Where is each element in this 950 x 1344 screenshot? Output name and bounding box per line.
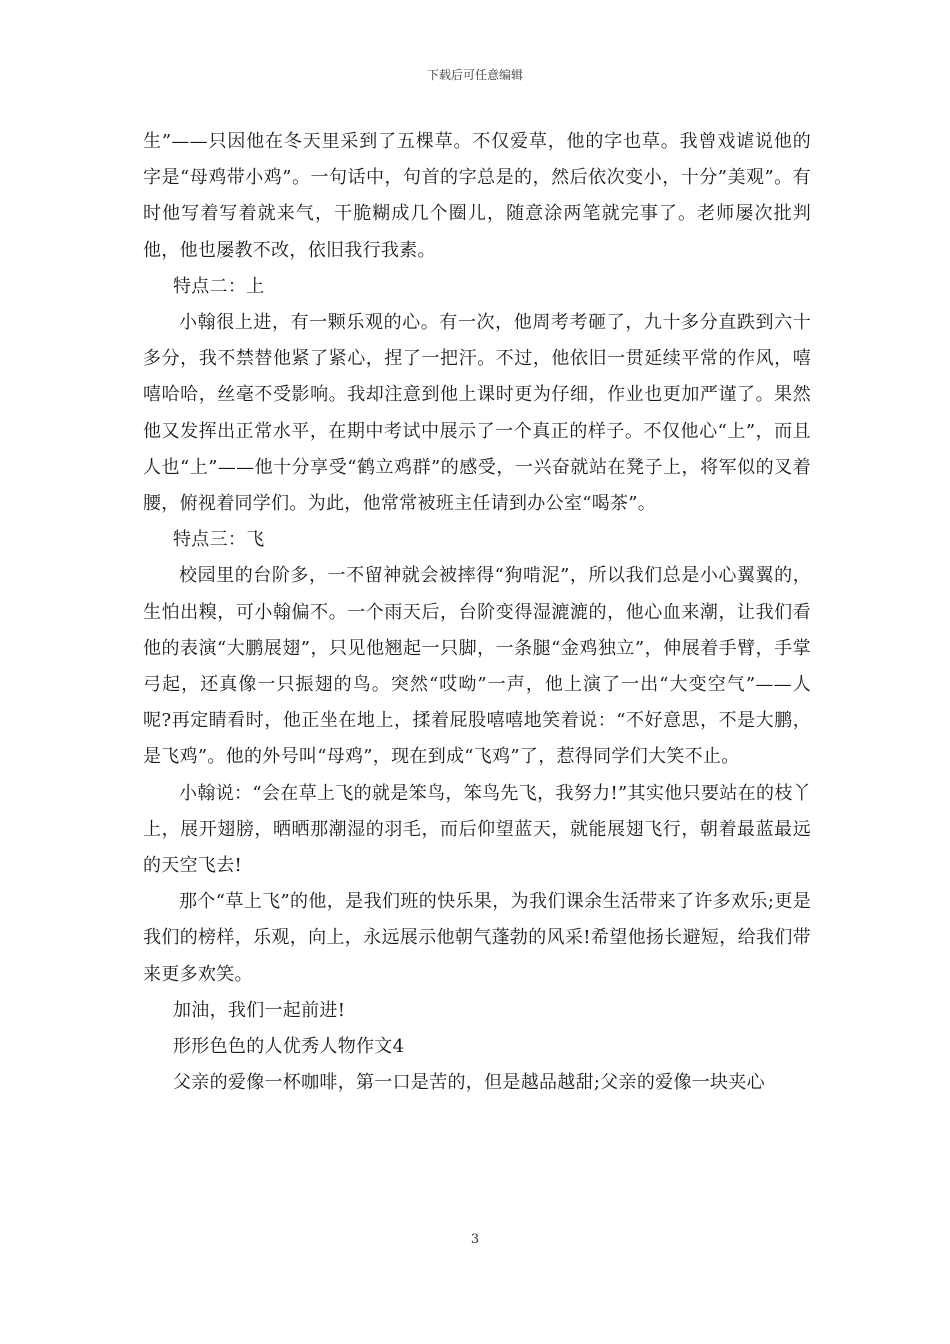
paragraph-continuation: 生”——只因他在冬天里采到了五棵草。不仅爱草，他的字也草。我曾戏谑说他的字是“母鸡带小鸡”。一句话中，句首的字总是的，然后依次变小，十分”美观”。有时他写着写着就来气，干脆糊成几个圈儿，随意涂两笔就完事了。老师屡次批判他，他也屡教不改，依旧我行我素。 [143, 131, 811, 261]
paragraph-feature-two: 小翰很上进，有一颗乐观的心。有一次，他周考考砸了，九十多分直跌到六十多分，我不禁替他紧了紧心，捏了一把汗。不过，他依旧一贯延续平常的作风，嘻嘻哈哈，丝毫不受影响。我却注意到他上课时更为仔细，作业也更加严谨了。果然他又发挥出正常水平，在期中考试中展示了一个真正的样子。不仅他心“上”，而且人也“上”——他十分享受“鹤立鸡群”的感受，一兴奋就站在凳子上，将军似的叉着腰，俯视着同学们。为此，他常常被班主任请到办公室“喝茶”。 [143, 312, 811, 515]
paragraph-feature-three: 校园里的台阶多，一不留神就会被摔得“狗啃泥”，所以我们总是小心翼翼的，生怕出糗，可小翰偏不。一个雨天后，台阶变得湿漉漉的，他心血来潮，让我们看他的表演“大鹏展翅”，只见他翘起一只脚，一条腿“金鸡独立”，伸展着手臂，手掌弓起，还真像一只振翅的鸟。突然“哎呦”一声，他上演了一出“大变空气”——人呢?再定睛看时，他正坐在地上，揉着屁股嘻嘻地笑着说：“不好意思，不是大鹏，是飞鸡”。他的外号叫“母鸡”，现在到成“飞鸡”了，惹得同学们大笑不止。 [143, 565, 811, 768]
paragraph-closing: 加油，我们一起前进! [173, 999, 346, 1021]
section-heading-feature-three: 特点三：飞 [173, 529, 265, 551]
paragraph-essay-4-start: 父亲的爱像一杯咖啡，第一口是苦的，但是越品越甜;父亲的爱像一块夹心 [173, 1072, 765, 1094]
page-header: 下载后可任意编辑 [426, 68, 523, 82]
section-heading-feature-two: 特点二：上 [173, 275, 265, 297]
document-body [143, 124, 811, 1101]
essay-title-4: 形形色色的人优秀人物作文4 [173, 1036, 405, 1058]
page-number: 3 [470, 1232, 480, 1247]
paragraph-summary: 那个“草上飞”的他，是我们班的快乐果，为我们课余生活带来了许多欢乐;更是我们的榜样，乐观，向上，永远展示他朝气蓬勃的风采!希望他扬长避短，给我们带来更多欢笑。 [143, 891, 811, 985]
paragraph-quote: 小翰说：“会在草上飞的就是笨鸟，笨鸟先飞，我努力!”其实他只要站在的枝丫上，展开翅膀，晒晒那潮湿的羽毛，而后仰望蓝天，就能展翅飞行，朝着最蓝最远的天空飞去! [143, 782, 811, 877]
